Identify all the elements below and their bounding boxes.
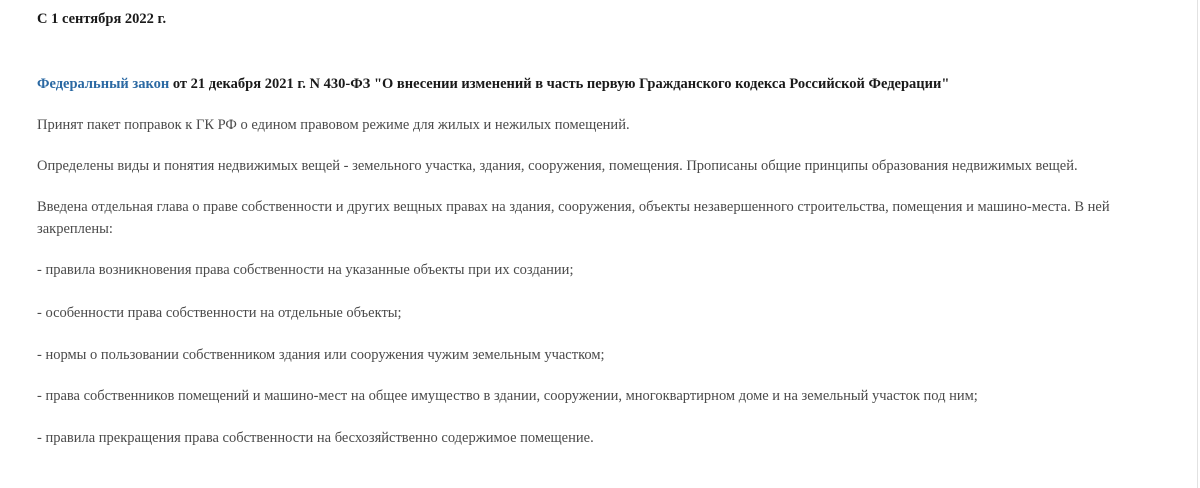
effective-date-heading: С 1 сентября 2022 г. [37,11,167,27]
law-title [37,76,949,93]
paragraph-2: Определены виды и понятия недвижимых вещей - земельного участка, здания, сооружения, помещения. Прописаны общие принципы образования недвижимых вещей. [37,158,1078,174]
paragraph-1: Принят пакет поправок к ГК РФ о едином правовом режиме для жилых и нежилых помещений. [37,117,630,133]
list-item: - особенности права собственности на отдельные объекты; [37,305,402,321]
law-title-text: от 21 декабря 2021 г. N 430-ФЗ "О внесении изменений в часть первую Гражданского кодекса Российской Федерации" [169,76,950,92]
list-item: - правила возникновения права собственности на указанные объекты при их создании; [37,262,574,278]
paragraph-3: Введена отдельная глава о праве собственности и других вещных правах на здания, сооружения, объекты незавершенного строительства, помещения и машино-места. В ней закреплены: [37,199,1110,237]
right-border-divider [1197,0,1198,488]
federal-law-link[interactable]: Федеральный закон [37,76,170,92]
list-item: - правила прекращения права собственности на бесхозяйственно содержимое помещение. [37,430,594,446]
list-item: - нормы о пользовании собственником здания или сооружения чужим земельным участком; [37,347,605,363]
list-item: - права собственников помещений и машино-мест на общее имущество в здании, сооружении, многоквартирном доме и на земельный участок под ним; [37,388,978,404]
